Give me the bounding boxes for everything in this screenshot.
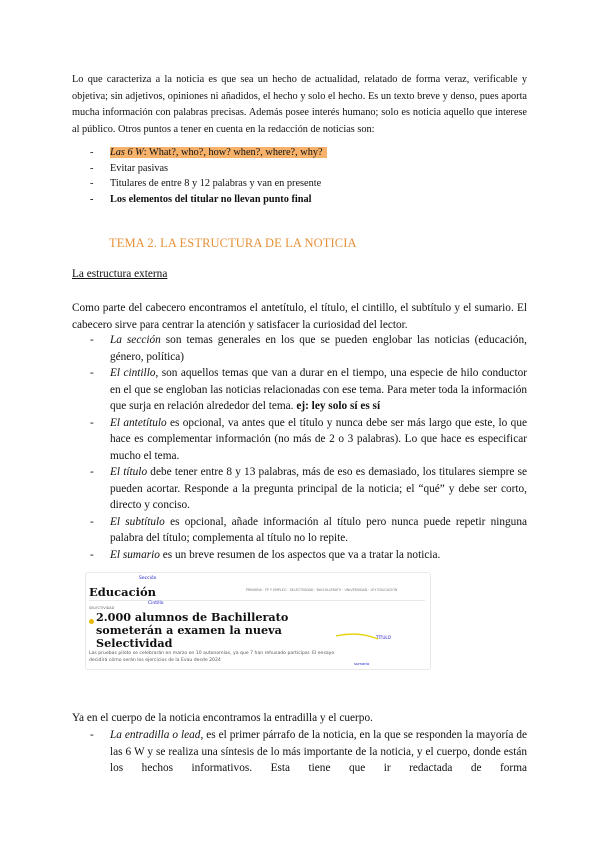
item-term: El sumario [110, 548, 160, 561]
figure-nav-bar: PRIMARIA · FP Y EMPLEO · SELECTIVIDAD · BACHILLERATO · UNIVERSIDAD · LEY EDUCACIÓN [246, 588, 398, 592]
item-text: es opcional, añade información al título pero nunca puede repetir ninguna palabra del título; complementa al título no lo repite. [110, 515, 527, 544]
figure-label-cintillo: Cintillo [148, 601, 164, 606]
item-text: Evitar pasivas [110, 162, 169, 174]
figure-label-sumario: sumario [354, 661, 370, 666]
item-term: La entradilla o lead [110, 729, 201, 741]
list-dash: - [90, 548, 94, 561]
item-text: : What?, who?, how? when?, where?, why? [143, 147, 323, 158]
list-item [90, 547, 527, 564]
cabecero-list [90, 332, 527, 563]
figure-section-name: Educación [89, 585, 157, 599]
list-dash: - [90, 729, 94, 741]
cabecero-paragraph: Como parte del cabecero encontramos el antetítulo, el título, el cintillo, el subtítulo y el sumario. El cabecero sirve para centrar la atención y satisfacer la curiosidad del lector. [72, 302, 527, 331]
list-item [90, 464, 527, 514]
item-text: Los elementos del titular no llevan punto final [110, 193, 312, 205]
item-text: es opcional, va antes que el título y nunca debe ser más largo que este, lo que hace es complementar información (no más de 2 o 3 palabras). Lo que hace es especificar mucho el tema. [110, 416, 527, 462]
list-dash: - [90, 334, 94, 346]
figure-subtitle: Las pruebas piloto se celebrarán en marzo en 10 autonomías, ya que 7 han rehusado participar. El ensayo decidirá cómo serán los ejercicios de la Evau desde 2024 [89, 651, 335, 663]
list-dash: - [90, 466, 94, 478]
list-dash: - [90, 416, 94, 429]
figure-label-seccion: Sección [139, 576, 157, 581]
section-heading: TEMA 2. LA ESTRUCTURA DE LA NOTICIA [109, 236, 357, 250]
item-example: ej: ley solo sí es sí [296, 400, 381, 412]
item-text: son temas generales en los que se pueden englobar las noticias (educación, género, política) [110, 334, 528, 363]
subheading: La estructura externa [72, 268, 168, 280]
item-term: Las 6 W [110, 147, 144, 158]
annotation-line [86, 573, 430, 669]
list-item [90, 176, 530, 192]
list-item [90, 192, 530, 208]
list-item [90, 145, 530, 161]
figure-headline: 2.000 alumnos de Bachillerato someterán a examen la nueva Selectividad [96, 610, 289, 650]
news-header-example-image [85, 572, 431, 670]
highlighted-item [110, 147, 327, 158]
list-dash: - [90, 162, 94, 174]
list-item [90, 161, 530, 177]
list-dash: - [90, 515, 94, 528]
figure-antetitulo: SELECTIVIDAD [89, 606, 115, 610]
list-item [90, 332, 527, 365]
item-term: El antetítulo [110, 416, 167, 429]
body-list [90, 727, 527, 777]
item-text: , es el primer párrafo de la noticia, en la que se responden la mayoría de las 6 W y se realiza una síntesis de lo más importante de la noticia, y el cuerpo, donde están los hechos informativos. Esta tiene que ir redactada de forma [110, 729, 528, 774]
list-item [90, 727, 527, 777]
item-text: Titulares de entre 8 y 12 palabras y van en presente [110, 178, 322, 189]
tips-list [90, 145, 530, 207]
body-paragraph: Ya en el cuerpo de la noticia encontramos la entradilla y el cuerpo. [72, 712, 373, 724]
list-dash: - [90, 178, 94, 189]
list-item [90, 415, 527, 465]
list-dash: - [90, 193, 94, 205]
list-item [90, 514, 527, 547]
item-text: debe tener entre 8 y 13 palabras, más de eso es demasiado, los titulares siempre se pueden acortar. Responde a la pregunta principal de la noticia; el “qué” y debe ser corto, directo y conciso. [110, 466, 527, 511]
item-term: El título [110, 466, 148, 478]
list-dash: - [90, 147, 94, 158]
list-dash: - [90, 367, 94, 379]
figure-label-titulo: TÍTULO [376, 635, 391, 640]
item-term: El cintillo [110, 367, 156, 379]
item-term: La sección [110, 334, 161, 346]
item-text: es un breve resumen de los aspectos que va a tratar la noticia. [159, 548, 441, 561]
list-item [90, 365, 527, 415]
item-term: El subtítulo [110, 515, 165, 528]
item-text: , son aquellos temas que van a durar en el tiempo, una especie de hilo conductor en el que se engloban las noticias relacionadas con ese tema. Para meter toda la información que surja en relación alrededor del tema. [110, 367, 527, 412]
intro-paragraph: Lo que caracteriza a la noticia es que sea un hecho de actualidad, relatado de forma veraz, verificable y objetiva; sin adjetivos, opiniones ni añadidos, el hecho y solo el hecho. Es un texto breve y denso, pues aporta mucha información con palabras precisas. Además posee interés humano; solo es noticia aquello que interese al público. Otros puntos a tener en cuenta en la redacción de noticias son: [72, 74, 527, 135]
